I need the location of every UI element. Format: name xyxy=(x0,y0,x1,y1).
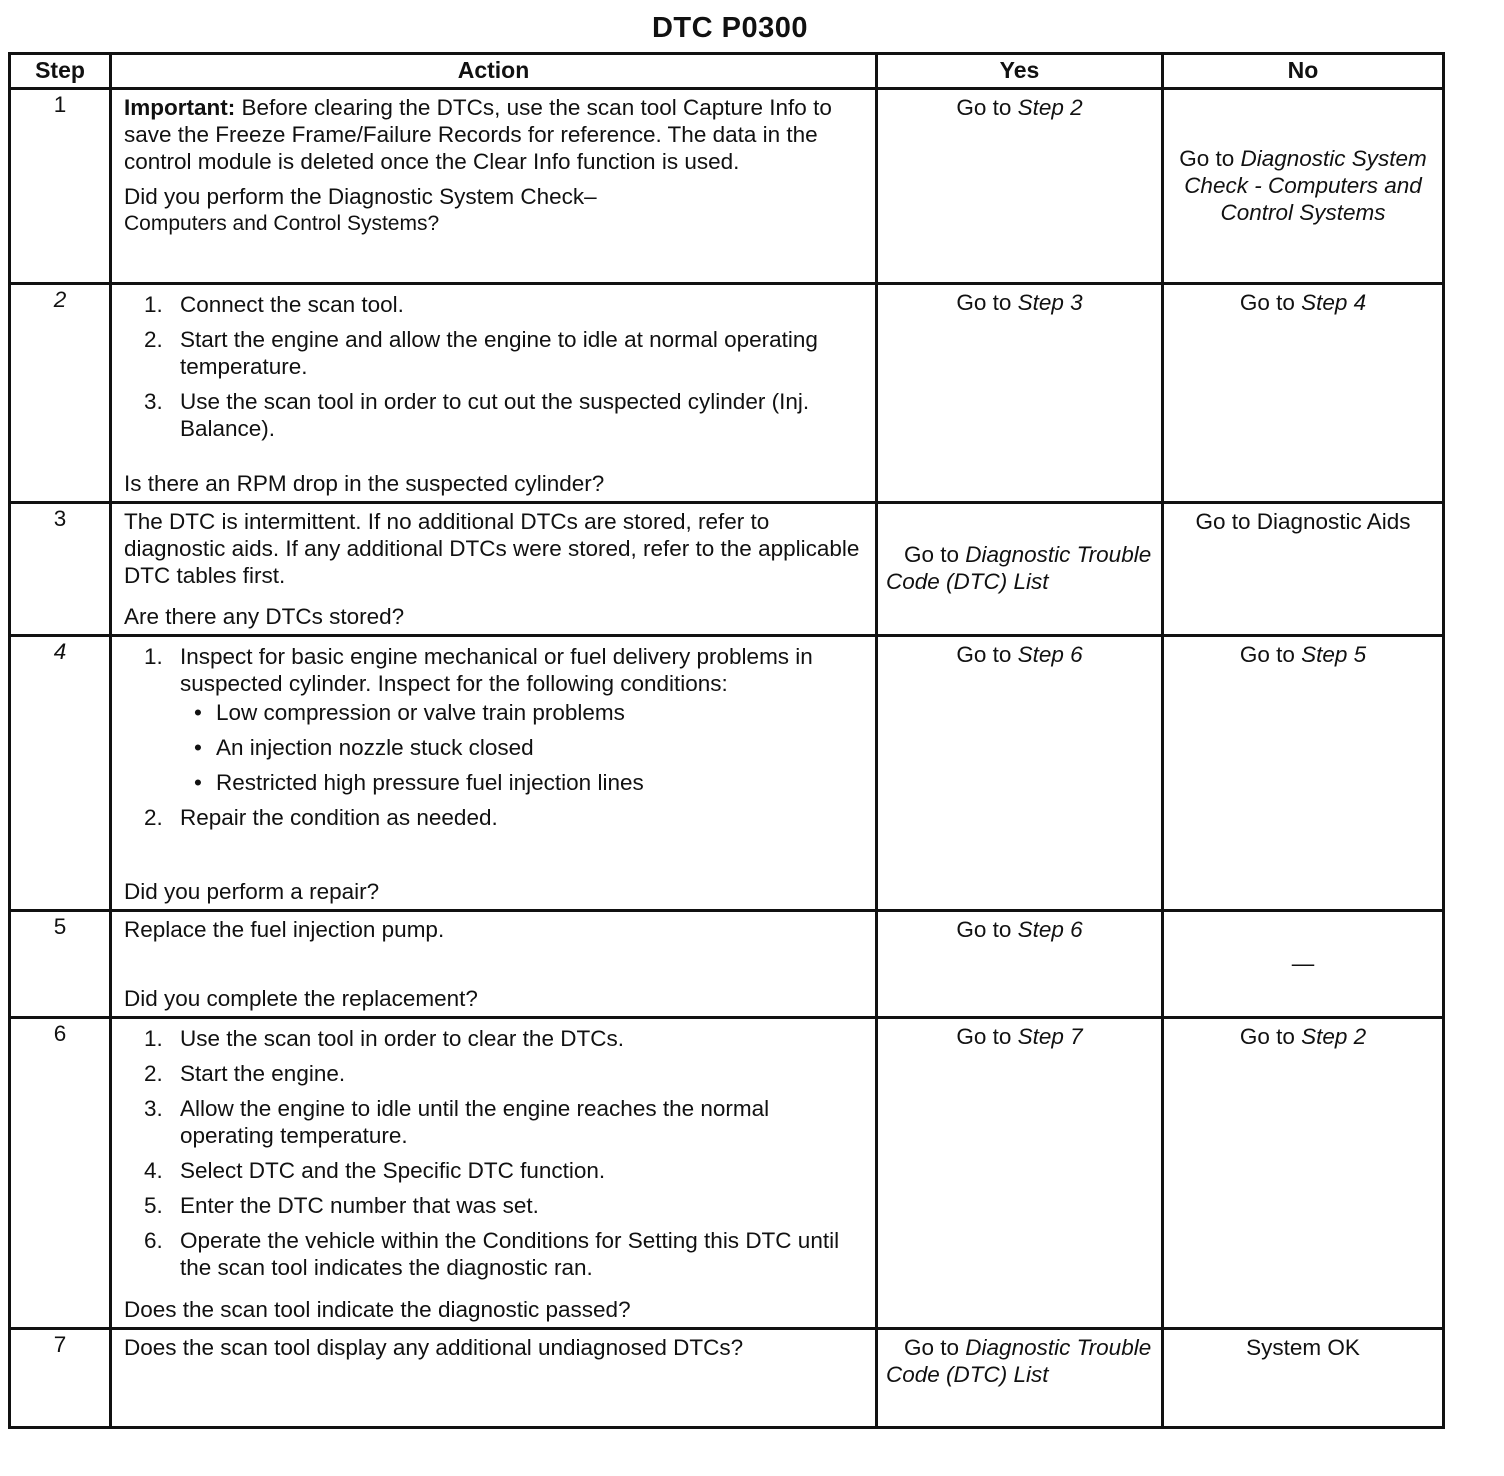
important-label: Important: xyxy=(124,95,236,120)
action-cell xyxy=(111,1018,877,1329)
action-cell xyxy=(111,284,877,503)
action-question: Did you perform a repair? xyxy=(124,879,380,904)
list-item: 3. Use the scan tool in order to cut out the suspected cylinder (Inj. Balance). xyxy=(144,389,810,441)
yes-cell xyxy=(877,1018,1163,1329)
header-no: No xyxy=(1163,54,1444,89)
no-dash: — xyxy=(1291,950,1315,976)
table-row xyxy=(10,636,1444,911)
yes-target-link[interactable]: Step 6 xyxy=(1017,642,1083,667)
list-item: 3. Allow the engine to idle until the engine reaches the normal operating temperature. xyxy=(144,1096,770,1148)
important-text: Before clearing the DTCs, use the scan tool Capture Info to save the Freeze Frame/Failure Records for reference. The data in the control module is deleted once the Clear Info function is used. xyxy=(124,95,832,174)
no-result-text: System OK xyxy=(1246,1335,1360,1360)
action-cell xyxy=(111,636,877,911)
action-question: Is there an RPM drop in the suspected cylinder? xyxy=(124,471,605,496)
list-item: 1. Connect the scan tool. xyxy=(144,292,404,317)
step-number: 3 xyxy=(10,503,111,636)
yes-cell xyxy=(877,636,1163,911)
yes-cell xyxy=(877,503,1163,636)
table-row xyxy=(10,284,1444,503)
action-question-continued: Computers and Control Systems? xyxy=(124,212,440,235)
action-steps-list xyxy=(124,289,865,442)
yes-target-link[interactable]: Step 3 xyxy=(1017,290,1083,315)
go-to-label: Go to xyxy=(1239,290,1295,315)
action-cell xyxy=(111,89,877,284)
action-text: The DTC is intermittent. If no additional DTCs are stored, refer to diagnostic aids. If any additional DTCs were stored, refer to the applicable DTC tables first. xyxy=(124,509,860,588)
go-to-label: Go to xyxy=(956,642,1012,667)
step-number: 4 xyxy=(10,636,111,911)
go-to-label: Go to xyxy=(904,1335,960,1360)
yes-cell xyxy=(877,1329,1163,1428)
table-row xyxy=(10,1329,1444,1428)
action-question: Does the scan tool indicate the diagnostic passed? xyxy=(124,1297,631,1322)
header-row xyxy=(10,54,1444,89)
go-to-label: Go to xyxy=(956,917,1012,942)
yes-target-link[interactable]: Step 6 xyxy=(1017,917,1083,942)
go-to-label: Go to xyxy=(904,542,960,567)
list-item: 2. Start the engine. xyxy=(144,1061,346,1086)
no-target-link[interactable]: Go to Diagnostic Aids xyxy=(1195,509,1411,534)
yes-target-link[interactable]: Step 2 xyxy=(1017,95,1083,120)
yes-cell xyxy=(877,89,1163,284)
table-row xyxy=(10,89,1444,284)
bullet-item: • An injection nozzle stuck closed xyxy=(180,734,865,761)
step-number: 2 xyxy=(10,284,111,503)
table-row xyxy=(10,1018,1444,1329)
action-cell xyxy=(111,911,877,1018)
yes-target-link[interactable]: Diagnostic Trouble Code (DTC) List xyxy=(886,1335,1152,1387)
bullet-item: • Restricted high pressure fuel injection lines xyxy=(180,769,865,796)
step-number: 5 xyxy=(10,911,111,1018)
list-item: 5. Enter the DTC number that was set. xyxy=(144,1193,539,1218)
action-steps-list xyxy=(124,1023,865,1281)
go-to-label: Go to xyxy=(956,290,1012,315)
no-cell xyxy=(1163,503,1444,636)
action-question: Are there any DTCs stored? xyxy=(124,604,405,629)
no-cell xyxy=(1163,1329,1444,1428)
list-item: 1. Use the scan tool in order to clear the DTCs. xyxy=(144,1026,624,1051)
go-to-label: Go to xyxy=(1239,642,1295,667)
go-to-label: Go to xyxy=(956,1024,1012,1049)
list-item: 2. Repair the condition as needed. xyxy=(144,805,498,830)
list-item: 2. Start the engine and allow the engine to idle at normal operating temperature. xyxy=(144,327,818,379)
action-cell xyxy=(111,1329,877,1428)
step-number: 6 xyxy=(10,1018,111,1329)
list-item: 4. Select DTC and the Specific DTC function. xyxy=(144,1158,606,1183)
action-question: Did you complete the replacement? xyxy=(124,986,478,1011)
action-question: Does the scan tool display any additional undiagnosed DTCs? xyxy=(124,1335,744,1360)
no-cell xyxy=(1163,636,1444,911)
action-text: Replace the fuel injection pump. xyxy=(124,917,445,942)
no-target-link[interactable]: Step 5 xyxy=(1301,642,1367,667)
action-question: Did you perform the Diagnostic System Check– xyxy=(124,184,597,209)
action-cell xyxy=(111,503,877,636)
step-number: 1 xyxy=(10,89,111,284)
no-target-link[interactable]: Diagnostic System Check - Computers and Control Systems xyxy=(1184,145,1427,225)
yes-target-link[interactable]: Diagnostic Trouble Code (DTC) List xyxy=(886,542,1152,594)
no-cell xyxy=(1163,911,1444,1018)
conditions-list xyxy=(180,699,865,796)
header-yes: Yes xyxy=(877,54,1163,89)
header-action: Action xyxy=(111,54,877,89)
go-to-label: Go to xyxy=(1239,1024,1295,1049)
table-row xyxy=(10,911,1444,1018)
diagnostic-table xyxy=(8,52,1445,1429)
action-steps-list xyxy=(124,641,865,831)
list-item: 1. Inspect for basic engine mechanical or fuel delivery problems in suspected cylinder. Inspect for the following conditions: • Low compression or valve train problems • An injection nozzle stuck closed • Restricted high pressure fuel injection lines xyxy=(124,643,865,796)
no-cell xyxy=(1163,1018,1444,1329)
go-to-label: Go to xyxy=(956,95,1012,120)
go-to-label: Go to xyxy=(1179,145,1235,171)
no-cell xyxy=(1163,284,1444,503)
header-step: Step xyxy=(10,54,111,89)
no-cell xyxy=(1163,89,1444,284)
yes-cell xyxy=(877,911,1163,1018)
step-number: 7 xyxy=(10,1329,111,1428)
no-target-link[interactable]: Step 2 xyxy=(1301,1024,1367,1049)
important-note xyxy=(124,94,865,175)
yes-target-link[interactable]: Step 7 xyxy=(1017,1024,1083,1049)
no-target-link[interactable]: Step 4 xyxy=(1301,290,1367,315)
page-title: DTC P0300 xyxy=(651,12,808,44)
table-row xyxy=(10,503,1444,636)
yes-cell xyxy=(877,284,1163,503)
bullet-item: • Low compression or valve train problems xyxy=(180,699,865,726)
list-item: 6. Operate the vehicle within the Conditions for Setting this DTC until the scan tool indicates the diagnostic ran. xyxy=(144,1228,840,1280)
